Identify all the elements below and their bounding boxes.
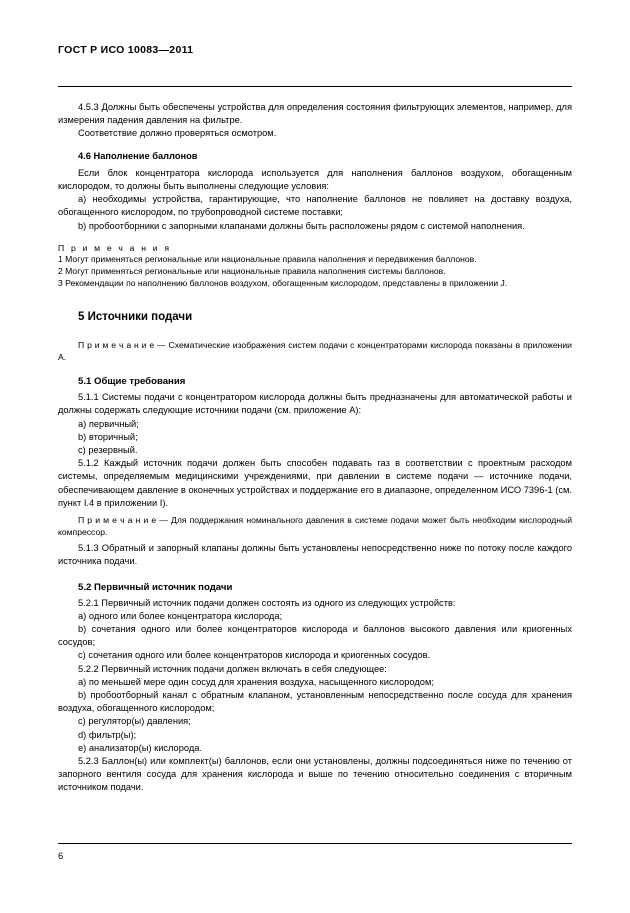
paragraph-5-1-1-item-c: c) резервный. bbox=[78, 444, 138, 455]
paragraph-4-5-3: 4.5.3 Должны быть обеспечены устройства для определения состояния фильтрующих элементов, например, для измерения падения давления на фильтре. bbox=[58, 102, 572, 126]
heading-4-6: 4.6 Наполнение баллонов bbox=[78, 150, 198, 161]
paragraph-5-1-1: 5.1.1 Системы подачи с концентратором кислорода должны быть предназначены для автоматической работы и должны содержать следующие источники подачи (см. приложение А): bbox=[58, 392, 572, 416]
paragraph-5-2-2-item-d: d) фильтр(ы); bbox=[78, 729, 137, 740]
paragraph-4-5-3-compliance: Соответствие должно проверяться осмотром. bbox=[78, 128, 277, 139]
heading-5-1: 5.1 Общие требования bbox=[78, 376, 186, 388]
note-3: 3 Рекомендации по наполнению баллонов воздухом, обогащенным кислородом, представлены в приложении J. bbox=[58, 277, 508, 288]
note-section-5: П р и м е ч а н и е — Схематические изображения систем подачи с концентраторами кислорода показаны в приложении А. bbox=[58, 339, 572, 362]
header-divider bbox=[58, 86, 572, 87]
paragraph-4-6-item-a: a) необходимы устройства, гарантирующие, что наполнение баллонов не повлияет на доставку воздуха, обогащенного кислородом, по трубопроводной системе поставки; bbox=[58, 194, 572, 218]
paragraph-5-1-3: 5.1.3 Обратный и запорный клапаны должны быть установлены непосредственно ниже по потоку после каждого источника подачи. bbox=[58, 543, 572, 567]
paragraph-5-2-1: 5.2.1 Первичный источник подачи должен состоять из одного из следующих устройств: bbox=[78, 597, 456, 608]
paragraph-5-2-2-item-b: b) пробоотборный канал с обратным клапаном, установленным непосредственно после сосуда для хранения воздуха, обогащенного кислородом; bbox=[58, 689, 572, 714]
paragraph-5-2-1-item-a: a) одного или более концентратора кислорода; bbox=[78, 610, 283, 621]
note-5-1-2: П р и м е ч а н и е — Для поддержания номинального давления в системе подачи может быть необходим кислородный компрессор. bbox=[58, 514, 572, 538]
paragraph-5-2-2-item-e: e) анализатор(ы) кислорода. bbox=[78, 742, 203, 753]
note-2: 2 Могут применяться региональные или национальные правила наполнения системы баллонов. bbox=[58, 265, 446, 276]
notes-heading: П р и м е ч а н и я bbox=[58, 242, 172, 253]
paragraph-5-1-1-item-a: a) первичный; bbox=[78, 418, 139, 429]
paragraph-4-6-item-b: b) пробоотборники с запорными клапанами должны быть расположены рядом с системой наполнения. bbox=[78, 220, 525, 231]
heading-section-5: 5 Источники подачи bbox=[78, 310, 193, 323]
paragraph-5-2-2: 5.2.2 Первичный источник подачи должен включать в себя следующее: bbox=[78, 663, 387, 674]
note-1: 1 Могут применяться региональные или национальные правила наполнения и передвижения баллонов. bbox=[58, 253, 477, 264]
paragraph-5-2-1-item-c: c) сочетания одного или более концентраторов кислорода и криогенных сосудов. bbox=[78, 650, 431, 661]
document-standard-header: ГОСТ Р ИСО 10083—2011 bbox=[58, 44, 194, 56]
paragraph-5-2-2-item-c: c) регулятор(ы) давления; bbox=[78, 716, 191, 727]
paragraph-4-6-intro: Если блок концентратора кислорода используется для наполнения баллонов воздухом, обогащенным кислородом, то должны быть выполнены следующие условия: bbox=[58, 167, 572, 191]
footer-divider bbox=[58, 843, 572, 844]
page-number: 6 bbox=[58, 851, 64, 861]
paragraph-5-1-1-item-b: b) вторичный; bbox=[78, 431, 138, 442]
heading-5-2: 5.2 Первичный источник подачи bbox=[78, 581, 233, 593]
paragraph-5-1-2: 5.1.2 Каждый источник подачи должен быть способен подавать газ в соответствии с проектным расходом системы, определяемым медицинскими учреждениями, при давлении в системе подачи — источнике подачи, обеспечивающем давление в оконечных устройствах и поддержание его в диапазоне, определенном ИСО 7396-1 (см. пункт I.4 в приложении I). bbox=[58, 458, 572, 508]
paragraph-5-2-1-item-b: b) сочетания одного или более концентраторов кислорода и баллонов высокого давления или криогенных сосудов; bbox=[58, 624, 572, 648]
paragraph-5-2-3: 5.2.3 Баллон(ы) или комплект(ы) баллонов, если они установлены, должны подсоединяться ниже по течению от запорного вентиля сосуда для хранения кислорода и выше по течению относительно соединения с вторичным источником подачи. bbox=[58, 755, 572, 793]
paragraph-5-2-2-item-a: a) по меньшей мере один сосуд для хранения воздуха, насыщенного кислородом; bbox=[78, 676, 434, 687]
page-content bbox=[58, 44, 572, 794]
